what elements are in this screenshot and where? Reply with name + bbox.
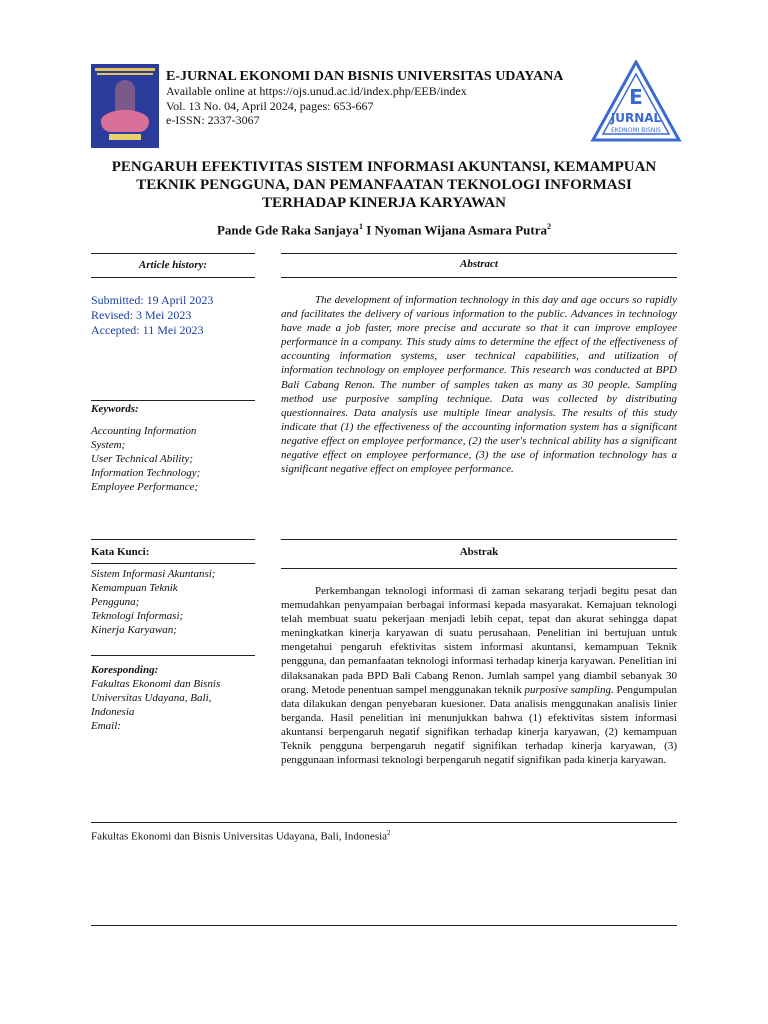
author-name: I Nyoman Wijana Asmara Putra xyxy=(362,222,547,238)
koresponding-label: Koresponding: xyxy=(91,664,159,676)
kata-kunci-item: Kinerja Karyawan; xyxy=(91,624,177,636)
author-sup: 2 xyxy=(547,222,551,231)
logo-sub: EKONOMI BISNIS xyxy=(611,127,661,134)
divider xyxy=(91,253,255,254)
paper-title xyxy=(90,158,678,212)
paper-title-line: TERHADAP KINERJA KARYAWAN xyxy=(262,195,506,211)
koresponding-block xyxy=(91,663,261,733)
kata-kunci-list xyxy=(91,567,261,637)
logo-letter: E xyxy=(629,85,643,109)
author-sup: 1 xyxy=(358,222,363,231)
abstract-text: The development of information technology in this day and age occurs so rapidly and facilitates the delivery of various information to the public. Advances in technology have made a job faster, more precise and accurate so that it can improve employee performance in a company. This study aims to determine the effect of the effectiveness of accounting information systems, user technical capabilities, and utilization of information technology on employee performance. This research was conducted at BPD Bali Cabang Renon. The number of samples taken as many as 30 people. Sampling method use purposive sampling technique. Data was collected by distributing questionnaires. Data analysis use multiple linear analysis. The results of this study indicate that (1) the effectiveness of the accounting information system has a significant negative effect on employee performance, (2) the user's technical ability has a significant negative effect on employee performance, (3) the use of information technology has a significant negative effect on employee performance. xyxy=(281,294,677,476)
abstract-label: Abstract xyxy=(460,258,498,270)
divider xyxy=(91,925,677,926)
keywords-label: Keywords: xyxy=(91,403,139,415)
revised-date: Revised: 3 Mei 2023 xyxy=(91,308,192,322)
journal-name: E-JURNAL EKONOMI DAN BISNIS UNIVERSITAS UDAYANA xyxy=(166,69,564,84)
divider xyxy=(91,822,677,823)
kata-kunci-item: Kemampuan Teknik xyxy=(91,582,178,594)
kata-kunci-label: Kata Kunci: xyxy=(91,546,150,558)
divider xyxy=(281,253,677,254)
footer-sup: 2 xyxy=(387,829,391,837)
authors xyxy=(90,222,678,238)
abstrak-text-part: Pengumpulan data dilakukan dengan penyebaran kuesioner. Data analisis menggunakan analisis linier berganda. Hasil penelitian ini menunjukkan bahwa (1) efektivitas sistem informasi akuntansi berpengaruh negatif signifikan terhadap kinerja karyawan, (2) kemampuan Teknik pengguna berpengaruh negatif signifikan terhadap kinerja karyawan, (3) penggunaan informasi teknologi berpengaruh negatif signifikan pada kinerja karyawan. xyxy=(281,683,677,767)
journal-issn: e-ISSN: 2337-3067 xyxy=(166,113,260,127)
footer-affiliation-text: Fakultas Ekonomi dan Bisnis Universitas Udayana, Bali, Indonesia xyxy=(91,830,388,843)
article-history-label: Article history: xyxy=(138,259,208,271)
keyword-item: Accounting Information xyxy=(91,425,197,437)
article-history xyxy=(91,293,213,338)
abstrak-text-italic: purposive sampling. xyxy=(524,683,614,696)
keyword-item: System; xyxy=(91,439,126,451)
divider xyxy=(91,655,255,656)
abstrak-text-part: Perkembangan teknologi informasi di zaman sekarang terjadi begitu pesat dan memudahkan penyampaian berbagai informasi kepada masyarakat. Kemajuan teknologi telah membuat suatu pekerjaan menjadi lebih cepat, tepat dan akurat sehingga dapat meningkatkan kinerja karyawan di suatu perusahaan. Penelitian ini bertujuan untuk mengetahui pengaruh efektivitas sistem informasi akuntansi, kemampuan Teknik pengguna, dan pemanfaatan teknologi informasi terhadap kinerja karyawan. Penelitian ini dilaksanakan pada BPD Bali Cabang Renon. Jumlah sampel yang diambil sebanyak 30 orang. Metode penentuan sampel menggunakan teknik xyxy=(281,585,677,696)
logo-word: JURNAL xyxy=(610,111,662,125)
koresponding-line: Indonesia xyxy=(91,706,135,718)
keyword-item: User Technical Ability; xyxy=(91,453,194,465)
abstrak-label: Abstrak xyxy=(459,546,499,558)
divider xyxy=(91,539,255,540)
journal-url[interactable]: Available online at https://ojs.unud.ac.id/index.php/EEB/index xyxy=(166,84,467,98)
koresponding-line: Email: xyxy=(91,720,121,732)
divider xyxy=(281,539,677,540)
journal-volume: Vol. 13 No. 04, April 2024, pages: 653-667 xyxy=(166,99,374,113)
footer-affiliation xyxy=(91,829,391,843)
journal-cover-image xyxy=(91,64,159,148)
keyword-item: Information Technology; xyxy=(91,467,201,479)
author-name: Pande Gde Raka Sanjaya xyxy=(216,222,359,238)
keywords-list xyxy=(91,424,261,494)
divider xyxy=(91,400,255,401)
keyword-item: Employee Performance; xyxy=(91,481,199,493)
abstrak-text xyxy=(281,584,677,767)
koresponding-line: Fakultas Ekonomi dan Bisnis xyxy=(91,678,221,690)
kata-kunci-item: Pengguna; xyxy=(91,596,140,608)
divider xyxy=(91,277,255,278)
kata-kunci-item: Sistem Informasi Akuntansi; xyxy=(91,568,216,580)
accepted-date: Accepted: 11 Mei 2023 xyxy=(91,323,204,337)
submitted-date: Submitted: 19 April 2023 xyxy=(91,293,214,307)
divider xyxy=(281,277,677,278)
journal-logo-icon xyxy=(589,60,683,154)
divider xyxy=(91,563,255,564)
koresponding-line: Universitas Udayana, Bali, xyxy=(91,692,212,704)
kata-kunci-item: Teknologi Informasi; xyxy=(91,610,184,622)
paper-title-line: PENGARUH EFEKTIVITAS SISTEM INFORMASI AKUNTANSI, KEMAMPUAN xyxy=(111,159,657,175)
divider xyxy=(281,568,677,569)
paper-title-line: TEKNIK PENGGUNA, DAN PEMANFAATAN TEKNOLOGI INFORMASI xyxy=(136,177,632,193)
